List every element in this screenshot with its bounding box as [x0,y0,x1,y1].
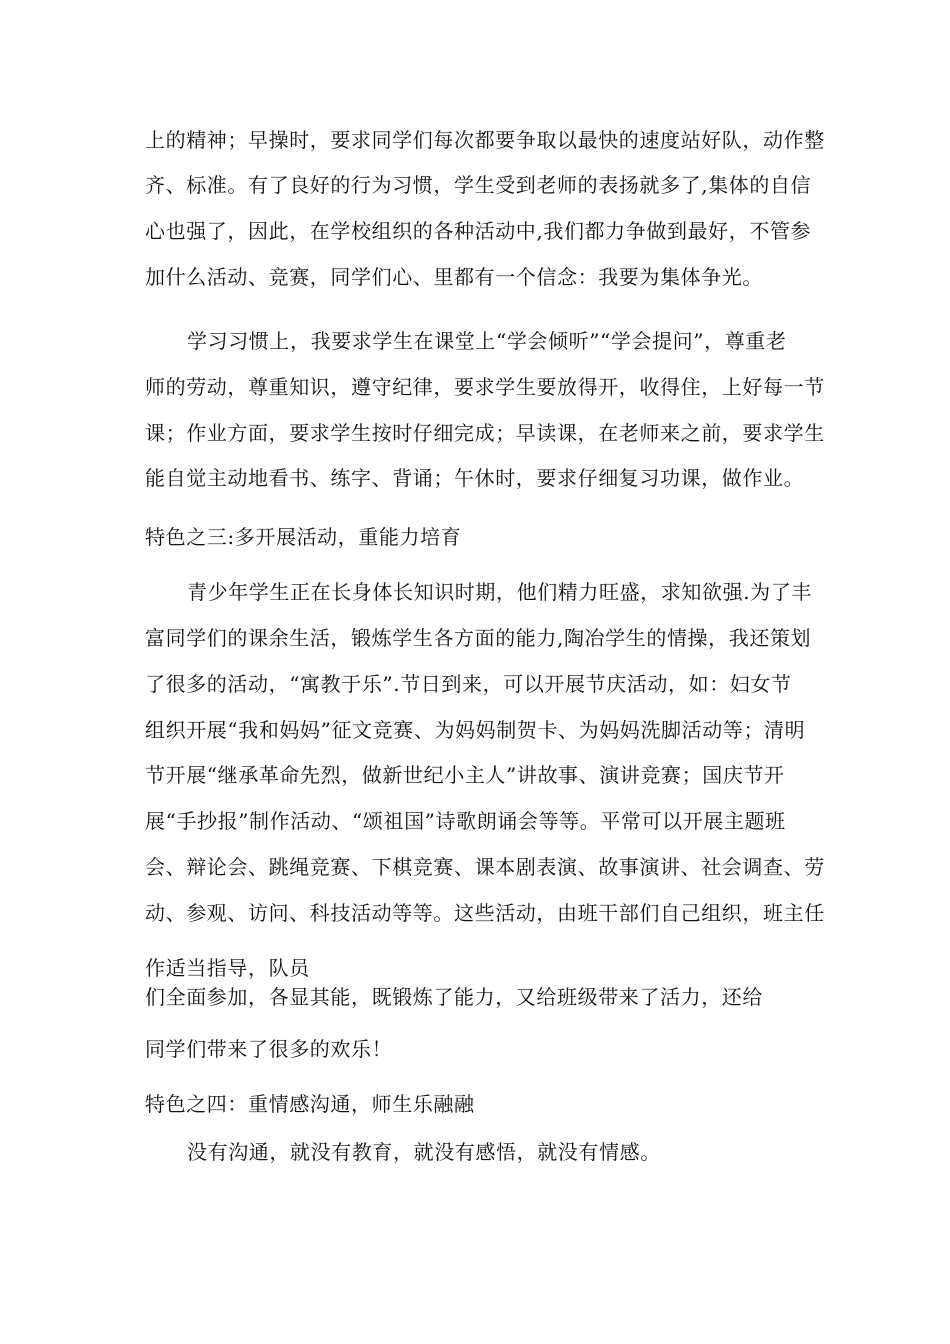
paragraph-line: 组织开展“我和妈妈”征文竞赛、为妈妈制贺卡、为妈妈洗脚活动等；清明 [145,718,806,742]
paragraph-line: 节开展“继承革命先烈，做新世纪小主人”讲故事、演讲竞赛；国庆节开 [145,763,785,787]
paragraph-line: 作适当指导，队员 [145,956,310,980]
paragraph-line: 动、参观、访问、科技活动等等。这些活动，由班干部们自己组织，班主任 [145,901,825,925]
paragraph-line: 上的精神；早操时，要求同学们每次都要争取以最快的速度站好队，动作整 [145,128,825,152]
paragraph-line: 会、辩论会、跳绳竞赛、下棋竞赛、课本剧表演、故事演讲、社会调查、劳 [145,855,825,879]
section-heading: 特色之三:多开展活动，重能力培育 [145,525,462,549]
paragraph-line: 展“手抄报”制作活动、“颂祖国”诗歌朗诵会等等。平常可以开展主题班 [145,809,786,833]
paragraph-line: 青少年学生正在长身体长知识时期，他们精力旺盛，求知欲强.为了丰 [187,580,812,604]
paragraph-line: 加什么活动、竞赛，同学们心、里都有一个信念：我要为集体争光。 [145,265,763,289]
paragraph-line: 师的劳动，尊重知识，遵守纪律，要求学生要放得开，收得住，上好每一节 [145,375,825,399]
paragraph-line: 们全面参加，各显其能，既锻炼了能力，又给班级带来了活力，还给 [145,985,763,1009]
paragraph-line: 同学们带来了很多的欢乐！ [145,1037,393,1061]
paragraph-line: 心也强了，因此，在学校组织的各种活动中,我们都力争做到最好，不管参 [145,219,812,243]
paragraph-line: 没有沟通，就没有教育，就没有感悟，就没有情感。 [187,1140,661,1164]
paragraph-line: 学习习惯上，我要求学生在课堂上“学会倾听”“学会提问”，尊重老 [187,329,787,353]
section-heading: 特色之四：重情感沟通，师生乐融融 [145,1092,475,1116]
paragraph-line: 富同学们的课余生活，锻炼学生各方面的能力,陶冶学生的情操，我还策划 [145,626,812,650]
paragraph-line: 能自觉主动地看书、练字、背诵；午休时，要求仔细复习功课，做作业。 [145,466,805,490]
paragraph-line: 了很多的活动，“寓教于乐”.节日到来，可以开展节庆活动，如：妇女节 [145,672,792,696]
paragraph-line: 课；作业方面，要求学生按时仔细完成；早读课，在老师来之前，要求学生 [145,421,825,445]
paragraph-line: 齐、标准。有了良好的行为习惯，学生受到老师的表扬就多了,集体的自信 [145,173,812,197]
